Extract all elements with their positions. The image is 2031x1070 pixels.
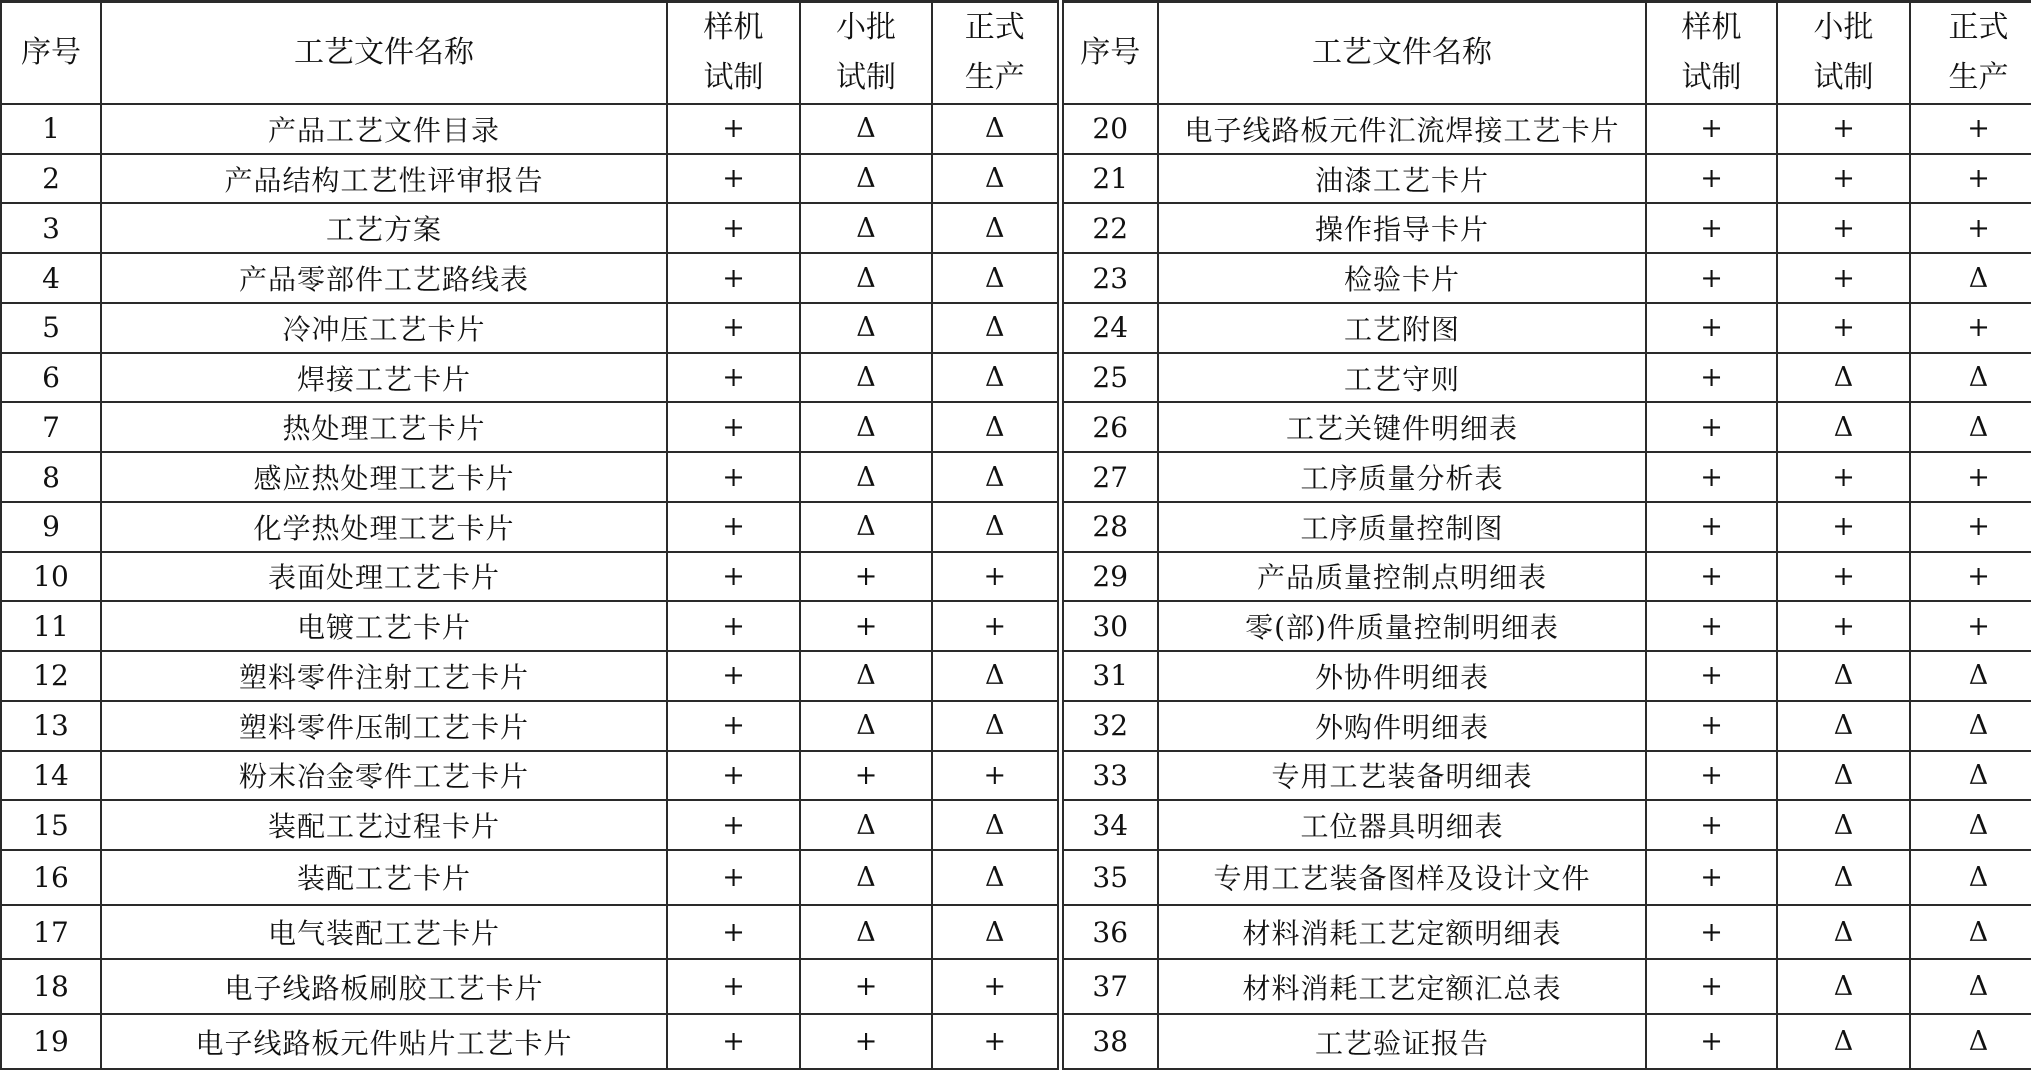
right-seq-cell: 29	[1060, 552, 1158, 602]
left-name-cell: 感应热处理工艺卡片	[101, 452, 667, 502]
left-prototype-cell: +	[667, 552, 800, 602]
right-seq-cell: 26	[1060, 402, 1158, 452]
table-row	[1, 502, 2031, 552]
left-production-cell: Δ	[932, 104, 1060, 154]
left-small-batch-cell: Δ	[800, 104, 932, 154]
left-name-cell: 冷冲压工艺卡片	[101, 303, 667, 353]
table-row	[1, 203, 2031, 253]
right-prototype-cell: +	[1646, 850, 1777, 905]
header-production-line2: 生产	[1948, 60, 2009, 95]
right-production-cell: +	[1910, 601, 2031, 651]
left-name-cell: 电镀工艺卡片	[101, 601, 667, 651]
table-row	[1, 751, 2031, 801]
right-production-cell: Δ	[1910, 905, 2031, 960]
table-row	[1, 253, 2031, 303]
right-prototype-cell: +	[1646, 104, 1777, 154]
table-row	[1, 552, 2031, 602]
left-seq-cell: 2	[1, 154, 101, 204]
right-small-batch-cell: Δ	[1777, 353, 1910, 403]
left-production-cell: +	[932, 959, 1060, 1014]
right-small-batch-cell: +	[1777, 552, 1910, 602]
left-name-cell: 塑料零件注射工艺卡片	[101, 651, 667, 701]
left-production-cell: Δ	[932, 800, 1060, 850]
left-production-cell: +	[932, 601, 1060, 651]
header-small-batch-line1: 小批	[836, 10, 896, 45]
table-row	[1, 905, 2031, 960]
right-production-cell: +	[1910, 154, 2031, 204]
header-seq-left: 序号	[1, 2, 101, 105]
right-name-cell: 工序质量分析表	[1158, 452, 1646, 502]
right-seq-cell: 34	[1060, 800, 1158, 850]
left-prototype-cell: +	[667, 651, 800, 701]
left-seq-cell: 5	[1, 303, 101, 353]
table-row	[1, 104, 2031, 154]
table-body	[1, 104, 2031, 1069]
right-name-cell: 产品质量控制点明细表	[1158, 552, 1646, 602]
left-name-cell: 工艺方案	[101, 203, 667, 253]
right-seq-cell: 37	[1060, 959, 1158, 1014]
right-production-cell: Δ	[1910, 800, 2031, 850]
right-production-cell: Δ	[1910, 701, 2031, 751]
left-prototype-cell: +	[667, 154, 800, 204]
header-small-batch-right	[1777, 2, 1910, 105]
right-seq-cell: 28	[1060, 502, 1158, 552]
left-small-batch-cell: Δ	[800, 154, 932, 204]
left-seq-cell: 18	[1, 959, 101, 1014]
left-prototype-cell: +	[667, 502, 800, 552]
left-production-cell: Δ	[932, 402, 1060, 452]
left-small-batch-cell: Δ	[800, 800, 932, 850]
right-production-cell: +	[1910, 303, 2031, 353]
header-prototype-right	[1646, 2, 1777, 105]
right-production-cell: Δ	[1910, 959, 2031, 1014]
table-row	[1, 601, 2031, 651]
right-prototype-cell: +	[1646, 601, 1777, 651]
left-production-cell: Δ	[932, 850, 1060, 905]
right-prototype-cell: +	[1646, 552, 1777, 602]
right-production-cell: Δ	[1910, 850, 2031, 905]
left-production-cell: Δ	[932, 701, 1060, 751]
header-seq-right: 序号	[1060, 2, 1158, 105]
right-prototype-cell: +	[1646, 651, 1777, 701]
right-seq-cell: 36	[1060, 905, 1158, 960]
right-seq-cell: 32	[1060, 701, 1158, 751]
right-small-batch-cell: +	[1777, 253, 1910, 303]
right-production-cell: +	[1910, 552, 2031, 602]
left-production-cell: Δ	[932, 452, 1060, 502]
left-production-cell: Δ	[932, 905, 1060, 960]
right-name-cell: 电子线路板元件汇流焊接工艺卡片	[1158, 104, 1646, 154]
right-name-cell: 操作指导卡片	[1158, 203, 1646, 253]
right-small-batch-cell: +	[1777, 601, 1910, 651]
table-row	[1, 701, 2031, 751]
left-seq-cell: 13	[1, 701, 101, 751]
table-row	[1, 1014, 2031, 1069]
right-seq-cell: 24	[1060, 303, 1158, 353]
left-small-batch-cell: Δ	[800, 452, 932, 502]
table-row	[1, 452, 2031, 502]
right-prototype-cell: +	[1646, 751, 1777, 801]
left-name-cell: 电子线路板刷胶工艺卡片	[101, 959, 667, 1014]
header-small-batch-line2: 试制	[1813, 60, 1874, 95]
left-small-batch-cell: +	[800, 959, 932, 1014]
table-row	[1, 651, 2031, 701]
right-name-cell: 工位器具明细表	[1158, 800, 1646, 850]
left-seq-cell: 8	[1, 452, 101, 502]
right-small-batch-cell: Δ	[1777, 959, 1910, 1014]
header-name-left: 工艺文件名称	[101, 2, 667, 105]
right-prototype-cell: +	[1646, 452, 1777, 502]
left-seq-cell: 1	[1, 104, 101, 154]
left-prototype-cell: +	[667, 402, 800, 452]
right-seq-cell: 20	[1060, 104, 1158, 154]
right-production-cell: Δ	[1910, 353, 2031, 403]
table-row	[1, 154, 2031, 204]
right-seq-cell: 23	[1060, 253, 1158, 303]
right-name-cell: 外购件明细表	[1158, 701, 1646, 751]
left-seq-cell: 17	[1, 905, 101, 960]
header-small-batch-line2: 试制	[836, 60, 896, 95]
table-row	[1, 959, 2031, 1014]
right-seq-cell: 33	[1060, 751, 1158, 801]
right-seq-cell: 22	[1060, 203, 1158, 253]
right-production-cell: +	[1910, 203, 2031, 253]
left-small-batch-cell: +	[800, 552, 932, 602]
left-prototype-cell: +	[667, 452, 800, 502]
table-row	[1, 303, 2031, 353]
right-small-batch-cell: +	[1777, 502, 1910, 552]
header-small-batch-line1: 小批	[1813, 10, 1874, 45]
right-production-cell: +	[1910, 502, 2031, 552]
left-small-batch-cell: Δ	[800, 502, 932, 552]
table-row	[1, 402, 2031, 452]
table-header-row	[1, 2, 2031, 105]
right-small-batch-cell: +	[1777, 303, 1910, 353]
right-small-batch-cell: Δ	[1777, 402, 1910, 452]
left-name-cell: 电子线路板元件贴片工艺卡片	[101, 1014, 667, 1069]
header-production-line1: 正式	[964, 10, 1025, 45]
right-name-cell: 工艺守则	[1158, 353, 1646, 403]
right-prototype-cell: +	[1646, 402, 1777, 452]
left-small-batch-cell: Δ	[800, 353, 932, 403]
left-production-cell: Δ	[932, 303, 1060, 353]
left-production-cell: +	[932, 1014, 1060, 1069]
left-name-cell: 产品结构工艺性评审报告	[101, 154, 667, 204]
left-prototype-cell: +	[667, 800, 800, 850]
left-seq-cell: 16	[1, 850, 101, 905]
left-name-cell: 化学热处理工艺卡片	[101, 502, 667, 552]
left-prototype-cell: +	[667, 751, 800, 801]
left-small-batch-cell: Δ	[800, 402, 932, 452]
right-small-batch-cell: +	[1777, 452, 1910, 502]
right-name-cell: 材料消耗工艺定额汇总表	[1158, 959, 1646, 1014]
right-small-batch-cell: Δ	[1777, 1014, 1910, 1069]
header-prototype-line2: 试制	[703, 60, 764, 95]
left-prototype-cell: +	[667, 850, 800, 905]
right-prototype-cell: +	[1646, 253, 1777, 303]
left-production-cell: +	[932, 552, 1060, 602]
right-production-cell: +	[1910, 104, 2031, 154]
left-prototype-cell: +	[667, 959, 800, 1014]
right-production-cell: Δ	[1910, 1014, 2031, 1069]
left-name-cell: 粉末冶金零件工艺卡片	[101, 751, 667, 801]
right-prototype-cell: +	[1646, 701, 1777, 751]
right-small-batch-cell: +	[1777, 203, 1910, 253]
header-small-batch-left	[800, 2, 932, 105]
left-prototype-cell: +	[667, 303, 800, 353]
right-small-batch-cell: Δ	[1777, 850, 1910, 905]
right-production-cell: +	[1910, 452, 2031, 502]
right-name-cell: 材料消耗工艺定额明细表	[1158, 905, 1646, 960]
right-name-cell: 外协件明细表	[1158, 651, 1646, 701]
right-production-cell: Δ	[1910, 651, 2031, 701]
table-row	[1, 850, 2031, 905]
right-prototype-cell: +	[1646, 154, 1777, 204]
left-seq-cell: 12	[1, 651, 101, 701]
header-prototype-line1: 样机	[1681, 10, 1742, 45]
right-name-cell: 油漆工艺卡片	[1158, 154, 1646, 204]
left-seq-cell: 14	[1, 751, 101, 801]
left-name-cell: 表面处理工艺卡片	[101, 552, 667, 602]
left-name-cell: 产品零部件工艺路线表	[101, 253, 667, 303]
right-seq-cell: 25	[1060, 353, 1158, 403]
right-seq-cell: 30	[1060, 601, 1158, 651]
left-prototype-cell: +	[667, 701, 800, 751]
left-prototype-cell: +	[667, 353, 800, 403]
left-small-batch-cell: Δ	[800, 850, 932, 905]
left-seq-cell: 15	[1, 800, 101, 850]
left-small-batch-cell: Δ	[800, 253, 932, 303]
right-seq-cell: 35	[1060, 850, 1158, 905]
left-production-cell: +	[932, 751, 1060, 801]
left-prototype-cell: +	[667, 1014, 800, 1069]
right-name-cell: 工艺关键件明细表	[1158, 402, 1646, 452]
right-seq-cell: 38	[1060, 1014, 1158, 1069]
right-name-cell: 工序质量控制图	[1158, 502, 1646, 552]
right-production-cell: Δ	[1910, 751, 2031, 801]
right-prototype-cell: +	[1646, 353, 1777, 403]
right-production-cell: Δ	[1910, 253, 2031, 303]
right-prototype-cell: +	[1646, 800, 1777, 850]
right-small-batch-cell: Δ	[1777, 905, 1910, 960]
header-prototype-left	[667, 2, 800, 105]
left-name-cell: 产品工艺文件目录	[101, 104, 667, 154]
right-prototype-cell: +	[1646, 303, 1777, 353]
left-seq-cell: 4	[1, 253, 101, 303]
header-production-right	[1910, 2, 2031, 105]
left-name-cell: 焊接工艺卡片	[101, 353, 667, 403]
left-small-batch-cell: +	[800, 601, 932, 651]
right-name-cell: 专用工艺装备图样及设计文件	[1158, 850, 1646, 905]
left-seq-cell: 11	[1, 601, 101, 651]
right-small-batch-cell: +	[1777, 154, 1910, 204]
left-small-batch-cell: Δ	[800, 701, 932, 751]
header-production-left	[932, 2, 1060, 105]
left-production-cell: Δ	[932, 651, 1060, 701]
right-seq-cell: 27	[1060, 452, 1158, 502]
right-small-batch-cell: +	[1777, 104, 1910, 154]
left-prototype-cell: +	[667, 104, 800, 154]
left-small-batch-cell: +	[800, 1014, 932, 1069]
left-prototype-cell: +	[667, 253, 800, 303]
left-seq-cell: 7	[1, 402, 101, 452]
left-prototype-cell: +	[667, 203, 800, 253]
left-prototype-cell: +	[667, 601, 800, 651]
header-prototype-line1: 样机	[703, 10, 764, 45]
right-name-cell: 检验卡片	[1158, 253, 1646, 303]
right-seq-cell: 21	[1060, 154, 1158, 204]
left-name-cell: 装配工艺过程卡片	[101, 800, 667, 850]
right-prototype-cell: +	[1646, 905, 1777, 960]
right-name-cell: 专用工艺装备明细表	[1158, 751, 1646, 801]
left-seq-cell: 6	[1, 353, 101, 403]
left-small-batch-cell: +	[800, 751, 932, 801]
left-name-cell: 塑料零件压制工艺卡片	[101, 701, 667, 751]
left-seq-cell: 19	[1, 1014, 101, 1069]
right-name-cell: 零(部)件质量控制明细表	[1158, 601, 1646, 651]
right-small-batch-cell: Δ	[1777, 651, 1910, 701]
table-row	[1, 353, 2031, 403]
left-seq-cell: 9	[1, 502, 101, 552]
right-name-cell: 工艺附图	[1158, 303, 1646, 353]
right-small-batch-cell: Δ	[1777, 751, 1910, 801]
right-prototype-cell: +	[1646, 1014, 1777, 1069]
left-seq-cell: 10	[1, 552, 101, 602]
left-name-cell: 热处理工艺卡片	[101, 402, 667, 452]
left-small-batch-cell: Δ	[800, 303, 932, 353]
left-production-cell: Δ	[932, 154, 1060, 204]
table-row	[1, 800, 2031, 850]
right-small-batch-cell: Δ	[1777, 701, 1910, 751]
header-production-line1: 正式	[1948, 10, 2009, 45]
left-production-cell: Δ	[932, 353, 1060, 403]
left-production-cell: Δ	[932, 253, 1060, 303]
right-name-cell: 工艺验证报告	[1158, 1014, 1646, 1069]
left-small-batch-cell: Δ	[800, 651, 932, 701]
left-name-cell: 装配工艺卡片	[101, 850, 667, 905]
header-prototype-line2: 试制	[1681, 60, 1742, 95]
left-production-cell: Δ	[932, 502, 1060, 552]
left-name-cell: 电气装配工艺卡片	[101, 905, 667, 960]
left-small-batch-cell: Δ	[800, 905, 932, 960]
left-small-batch-cell: Δ	[800, 203, 932, 253]
left-seq-cell: 3	[1, 203, 101, 253]
right-prototype-cell: +	[1646, 203, 1777, 253]
left-production-cell: Δ	[932, 203, 1060, 253]
right-production-cell: Δ	[1910, 402, 2031, 452]
right-seq-cell: 31	[1060, 651, 1158, 701]
header-name-right: 工艺文件名称	[1158, 2, 1646, 105]
right-prototype-cell: +	[1646, 502, 1777, 552]
header-production-line2: 生产	[964, 60, 1025, 95]
left-prototype-cell: +	[667, 905, 800, 960]
right-small-batch-cell: Δ	[1777, 800, 1910, 850]
right-prototype-cell: +	[1646, 959, 1777, 1014]
